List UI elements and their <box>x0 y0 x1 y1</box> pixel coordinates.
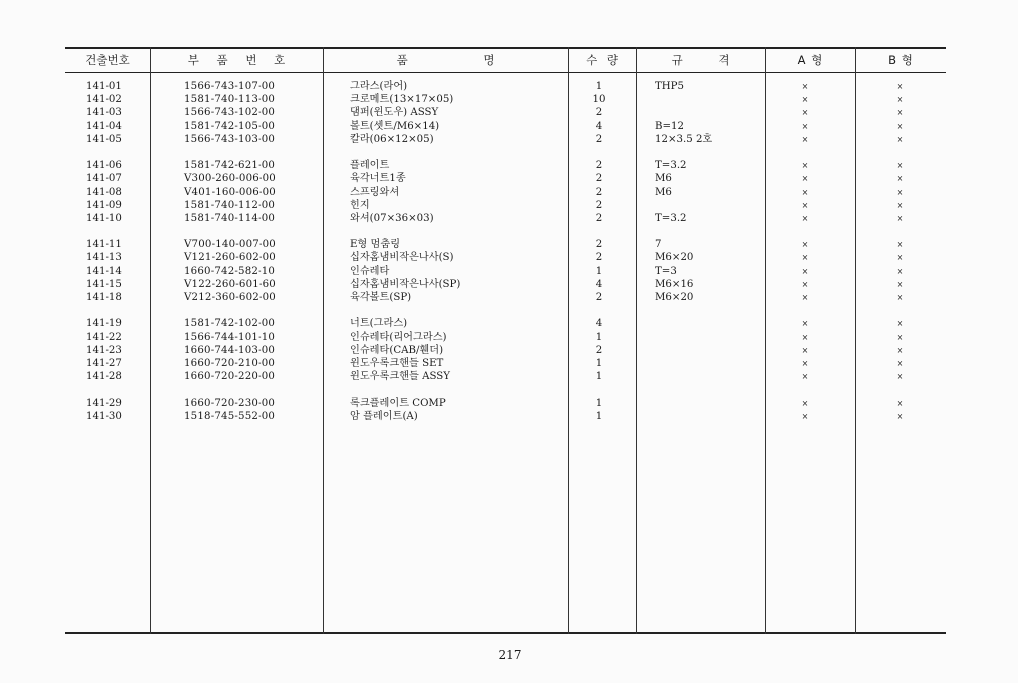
cell-type-b: × <box>896 240 904 250</box>
cell-type-b: × <box>896 411 904 421</box>
cell-type-a: × <box>801 161 809 171</box>
cell-no: 141-19 <box>86 318 122 330</box>
cell-type-b: × <box>896 134 904 144</box>
cell-part-number: 1581-740-113-00 <box>184 94 276 106</box>
cell-type-b: × <box>896 372 904 382</box>
cell-type-a: × <box>801 332 809 342</box>
cell-type-b: × <box>896 332 904 342</box>
table-row <box>65 278 946 291</box>
cell-part-name: 와셔(07×36×03) <box>350 212 434 224</box>
cell-type-b: × <box>896 279 904 289</box>
cell-type-a: × <box>801 134 809 144</box>
table-row <box>65 172 946 185</box>
cell-type-b: × <box>896 95 904 105</box>
cell-quantity: 1 <box>595 81 603 92</box>
cell-type-b: × <box>896 200 904 210</box>
cell-quantity: 1 <box>595 397 603 409</box>
cell-quantity: 2 <box>595 186 603 198</box>
cell-quantity: 10 <box>592 94 606 106</box>
cell-quantity: 2 <box>595 160 603 172</box>
cell-spec: M6×20 <box>655 292 694 303</box>
cell-part-number: 1660-744-103-00 <box>184 344 276 356</box>
table-row <box>65 106 946 119</box>
header-quantity: 수 량 <box>586 53 619 67</box>
cell-part-number: 1566-743-103-00 <box>184 133 276 145</box>
table-row <box>65 186 946 199</box>
cell-part-name: E형 멈춤링 <box>350 239 401 251</box>
cell-type-b: × <box>896 187 904 197</box>
table-top-rule <box>65 47 946 49</box>
cell-no: 141-29 <box>86 397 122 409</box>
cell-part-name: 댐퍼(윈도우) ASSY <box>350 107 439 119</box>
cell-type-b: × <box>896 213 904 223</box>
cell-type-b: × <box>896 121 904 131</box>
cell-spec: B=12 <box>655 120 684 132</box>
cell-no: 141-30 <box>86 410 122 422</box>
cell-part-name: 십자홈냄비작은나사(S) <box>350 252 454 264</box>
cell-type-b: × <box>896 266 904 276</box>
cell-part-name: 인슈레타(CAB/휀더) <box>350 344 444 356</box>
cell-spec: T=3.2 <box>655 212 687 224</box>
cell-part-number: 1581-740-112-00 <box>184 199 276 211</box>
cell-type-b: × <box>896 398 904 408</box>
table-row <box>65 344 946 357</box>
cell-quantity: 2 <box>595 292 603 303</box>
cell-type-a: × <box>801 108 809 118</box>
cell-no: 141-27 <box>86 357 122 369</box>
cell-type-b: × <box>896 108 904 118</box>
cell-type-a: × <box>801 279 809 289</box>
cell-quantity: 2 <box>595 212 603 224</box>
cell-quantity: 2 <box>595 133 603 145</box>
cell-part-name: 볼트(셋트/M6×14) <box>350 120 440 132</box>
cell-type-a: × <box>801 174 809 184</box>
cell-type-b: × <box>896 293 904 302</box>
cell-type-a: × <box>801 95 809 105</box>
cell-no: 141-03 <box>86 107 122 119</box>
cell-spec: M6 <box>655 186 672 198</box>
table-row <box>65 238 946 251</box>
cell-part-number: 1566-743-102-00 <box>184 107 276 119</box>
header-rule <box>65 72 946 73</box>
cell-type-a: × <box>801 266 809 276</box>
cell-no: 141-05 <box>86 133 122 145</box>
cell-quantity: 4 <box>595 318 603 330</box>
cell-part-number: 1660-720-230-00 <box>184 397 276 409</box>
page-number: 217 <box>498 648 522 662</box>
cell-type-a: × <box>801 345 809 355</box>
cell-part-number: 1566-744-101-10 <box>184 331 276 343</box>
cell-type-a: × <box>801 187 809 197</box>
cell-part-name: 윈도우록크핸들 SET <box>350 357 444 369</box>
header-spec: 규 격 <box>671 53 731 67</box>
cell-part-number: 1581-742-105-00 <box>184 120 276 132</box>
cell-type-b: × <box>896 82 904 91</box>
table-row <box>65 357 946 370</box>
cell-type-a: × <box>801 293 809 302</box>
cell-spec: THP5 <box>655 81 685 92</box>
cell-type-a: × <box>801 82 809 91</box>
cell-part-number: 1660-720-210-00 <box>184 357 276 369</box>
cell-type-b: × <box>896 358 904 368</box>
header-part-number: 부 품 번 호 <box>187 53 287 67</box>
cell-quantity: 2 <box>595 344 603 356</box>
cell-part-number: V122-260-601-60 <box>184 278 276 290</box>
cell-type-a: × <box>801 200 809 210</box>
cell-quantity: 1 <box>595 357 603 369</box>
header-no: 건출번호 <box>85 53 130 67</box>
cell-type-b: × <box>896 319 904 329</box>
cell-part-name: 육각볼트(SP) <box>350 292 412 303</box>
cell-no: 141-09 <box>86 199 122 211</box>
cell-spec: 7 <box>655 239 662 251</box>
cell-part-name: 인슈레타 <box>350 265 390 277</box>
cell-quantity: 4 <box>595 120 603 132</box>
cell-no: 141-02 <box>86 94 122 106</box>
table-row <box>65 265 946 278</box>
table-row <box>65 80 946 93</box>
cell-part-number: 1566-743-107-00 <box>184 81 276 92</box>
cell-part-number: 1660-742-582-10 <box>184 265 276 277</box>
header-type-b: B 형 <box>888 53 914 67</box>
table-row <box>65 159 946 172</box>
cell-no: 141-22 <box>86 331 122 343</box>
cell-quantity: 1 <box>595 331 603 343</box>
cell-part-name: 그라스(라어) <box>350 81 408 92</box>
cell-type-a: × <box>801 411 809 421</box>
cell-no: 141-28 <box>86 371 122 383</box>
parts-table <box>65 47 946 634</box>
cell-quantity: 1 <box>595 371 603 383</box>
cell-quantity: 1 <box>595 410 603 422</box>
cell-part-name: 플레이트 <box>350 160 390 172</box>
cell-part-number: V121-260-602-00 <box>184 252 276 264</box>
cell-quantity: 1 <box>595 265 603 277</box>
cell-part-number: V401-160-006-00 <box>184 186 276 198</box>
cell-type-a: × <box>801 240 809 250</box>
cell-type-a: × <box>801 319 809 329</box>
cell-no: 141-15 <box>86 278 122 290</box>
cell-type-b: × <box>896 253 904 263</box>
table-row <box>65 251 946 264</box>
cell-no: 141-04 <box>86 120 122 132</box>
cell-no: 141-08 <box>86 186 122 198</box>
cell-quantity: 2 <box>595 239 603 251</box>
cell-part-number: V700-140-007-00 <box>184 239 276 251</box>
cell-part-number: V300-260-006-00 <box>184 173 276 185</box>
cell-type-a: × <box>801 398 809 408</box>
table-row <box>65 133 946 146</box>
cell-part-name: 육각너트1종 <box>350 173 406 185</box>
table-row <box>65 212 946 225</box>
cell-part-name: 너트(그라스) <box>350 318 408 330</box>
cell-part-name: 록크플레이트 COMP <box>350 397 446 409</box>
cell-quantity: 2 <box>595 199 603 211</box>
cell-part-number: 1581-740-114-00 <box>184 212 276 224</box>
table-row <box>65 199 946 212</box>
cell-part-number: 1660-720-220-00 <box>184 371 276 383</box>
cell-spec: T=3 <box>655 265 677 277</box>
header-part-name: 품 명 <box>396 53 496 67</box>
cell-no: 141-07 <box>86 173 122 185</box>
cell-part-name: 암 플레이트(A) <box>350 410 418 422</box>
table-row <box>65 93 946 106</box>
cell-type-a: × <box>801 213 809 223</box>
table-row <box>65 291 946 304</box>
table-row <box>65 397 946 410</box>
header-type-a: A 형 <box>797 53 824 67</box>
cell-type-b: × <box>896 345 904 355</box>
cell-spec: M6×20 <box>655 252 694 264</box>
table-row <box>65 410 946 423</box>
cell-no: 141-23 <box>86 344 122 356</box>
cell-no: 141-11 <box>86 239 122 251</box>
cell-no: 141-14 <box>86 265 122 277</box>
table-row <box>65 317 946 330</box>
cell-part-name: 칼라(06×12×05) <box>350 133 434 145</box>
cell-part-name: 힌지 <box>350 199 370 211</box>
table-bottom-rule <box>65 632 946 634</box>
cell-no: 141-06 <box>86 160 122 172</box>
cell-part-number: 1581-742-621-00 <box>184 160 276 172</box>
cell-type-a: × <box>801 121 809 131</box>
cell-type-b: × <box>896 174 904 184</box>
cell-no: 141-01 <box>86 81 122 92</box>
cell-no: 141-13 <box>86 252 122 264</box>
table-body <box>65 80 946 423</box>
cell-type-a: × <box>801 253 809 263</box>
cell-no: 141-18 <box>86 292 122 303</box>
cell-quantity: 2 <box>595 252 603 264</box>
table-row <box>65 370 946 383</box>
cell-type-a: × <box>801 358 809 368</box>
cell-spec: M6 <box>655 173 672 185</box>
cell-part-number: V212-360-602-00 <box>184 292 276 303</box>
cell-no: 141-10 <box>86 212 122 224</box>
cell-type-b: × <box>896 161 904 171</box>
table-row <box>65 331 946 344</box>
table-row <box>65 120 946 133</box>
cell-part-name: 인슈레타(리어그라스) <box>350 331 447 343</box>
cell-quantity: 2 <box>595 173 603 185</box>
cell-spec: 12×3.5 2호 <box>655 133 713 145</box>
cell-part-number: 1581-742-102-00 <box>184 318 276 330</box>
cell-type-a: × <box>801 372 809 382</box>
cell-part-name: 십자홈냄비작은나사(SP) <box>350 278 461 290</box>
cell-part-number: 1518-745-552-00 <box>184 410 276 422</box>
cell-part-name: 크로메트(13×17×05) <box>350 94 454 106</box>
cell-quantity: 2 <box>595 107 603 119</box>
cell-spec: T=3.2 <box>655 160 687 172</box>
cell-spec: M6×16 <box>655 278 694 290</box>
cell-part-name: 스프링와셔 <box>350 186 400 198</box>
cell-quantity: 4 <box>595 278 603 290</box>
cell-part-name: 윈도우록크핸들 ASSY <box>350 371 450 383</box>
